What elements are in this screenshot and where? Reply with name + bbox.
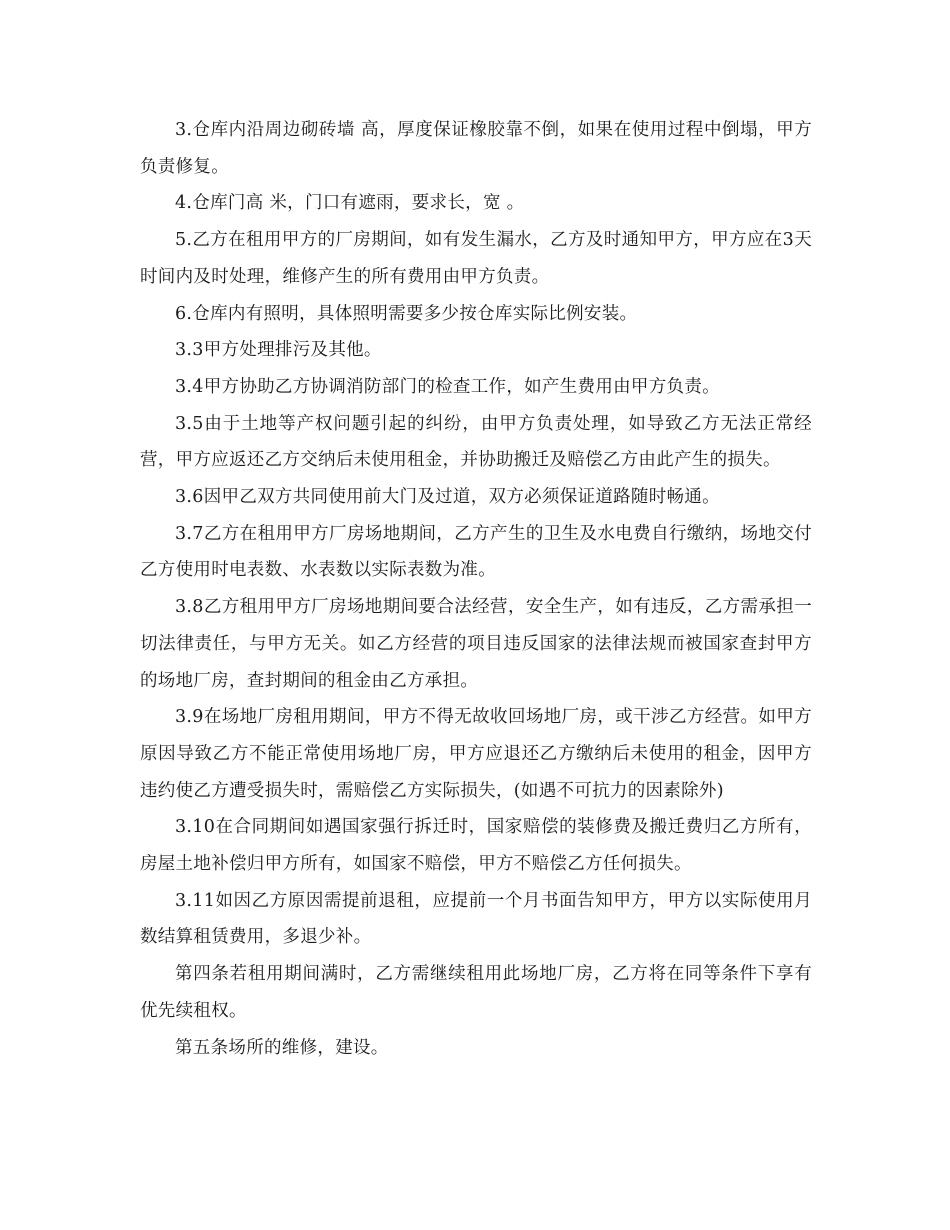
paragraph-article-5: 第五条场所的维修，建设。 xyxy=(175,1037,389,1058)
paragraph-clause-3: 3.仓库内沿周边砌砖墙 高，厚度保证橡胶靠不倒，如果在使用过程中倒塌，甲方负责修复。 xyxy=(140,120,812,177)
paragraph-clause-3-5: 3.5由于土地等产权问题引起的纠纷，由甲方负责处理，如导致乙方无法正常经营，甲方应返还乙方交纳后未使用租金，并协助搬迁及赔偿乙方由此产生的损失。 xyxy=(140,413,812,471)
paragraph-clause-3-4: 3.4甲方协助乙方协调消防部门的检查工作，如产生费用由甲方负责。 xyxy=(175,376,720,397)
paragraph-clause-5: 5.乙方在租用甲方的厂房期间，如有发生漏水，乙方及时通知甲方，甲方应在3天时间内及时处理，维修产生的所有费用由甲方负责。 xyxy=(140,230,812,287)
paragraph-clause-3-11: 3.11如因乙方原因需提前退租，应提前一个月书面告知甲方，甲方以实际使用月数结算租赁费用，多退少补。 xyxy=(140,890,812,948)
paragraph-clause-6: 6.仓库内有照明，具体照明需要多少按仓库实际比例安装。 xyxy=(175,303,638,324)
paragraph-clause-3-9: 3.9在场地厂房租用期间，甲方不得无故收回场地厂房，或干涉乙方经营。如甲方原因导致乙方不能正常使用场地厂房，甲方应退还乙方缴纳后未使用的租金，因甲方违约使乙方遭受损失时，需赔偿乙方实际损失，(如遇不可抗力的因素除外) xyxy=(140,707,812,801)
paragraph-clause-3-10: 3.10在合同期间如遇国家强行拆迁时，国家赔偿的装修费及搬迁费归乙方所有，房屋土地补偿归甲方所有，如国家不赔偿，甲方不赔偿乙方任何损失。 xyxy=(140,817,812,875)
paragraph-article-4: 第四条若租用期间满时，乙方需继续租用此场地厂房，乙方将在同等条件下享有优先续租权。 xyxy=(140,964,812,1021)
paragraph-clause-3-7: 3.7乙方在租用甲方厂房场地期间，乙方产生的卫生及水电费自行缴纳，场地交付乙方使用时电表数、水表数以实际表数为准。 xyxy=(140,523,812,581)
paragraph-clause-3-6: 3.6因甲乙双方共同使用前大门及过道，双方必须保证道路随时畅通。 xyxy=(175,487,720,508)
paragraph-clause-3-8: 3.8乙方租用甲方厂房场地期间要合法经营，安全生产，如有违反，乙方需承担一切法律责任，与甲方无关。如乙方经营的项目违反国家的法律法规而被国家查封甲方的场地厂房，查封期间的租金由乙方承担。 xyxy=(140,597,812,691)
paragraph-clause-3-3: 3.3甲方处理排污及其他。 xyxy=(175,340,382,361)
document-body xyxy=(140,112,812,1066)
paragraph-clause-4: 4.仓库门高 米，门口有遮雨，要求长，宽 。 xyxy=(175,193,525,214)
